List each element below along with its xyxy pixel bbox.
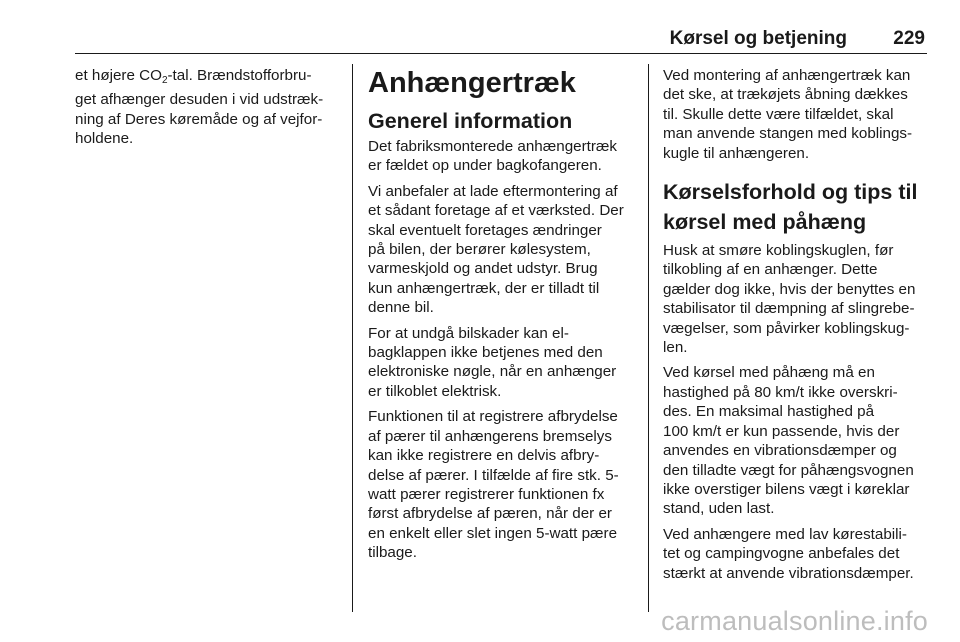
paragraph <box>663 66 929 163</box>
page-number: 229 <box>893 28 925 49</box>
section-heading <box>663 177 929 237</box>
text-line: hastighed på 80 km/t ikke overskri- <box>663 383 898 401</box>
text-line: det ske, at trækøjets åbning dækkes <box>663 86 908 104</box>
page-title: Kørsel og betjening <box>669 28 847 49</box>
paragraph <box>368 324 636 402</box>
heading-line: kørsel med påhæng <box>663 210 867 235</box>
page-header <box>75 28 927 54</box>
text-line: len. <box>663 339 688 357</box>
text-line: et sådant foretage af et værksted. Der <box>368 202 624 220</box>
text-line: på bilen, der berører kølesystem, <box>368 241 591 259</box>
text-line: tilbage. <box>368 544 417 562</box>
text-line: stærkt at anvende vibrationsdæmper. <box>663 564 914 582</box>
paragraph <box>368 182 636 318</box>
text-line: stand, uden last. <box>663 500 775 518</box>
watermark: carmanualsonline.info <box>661 606 928 636</box>
text-fragment: -tal. Brændstofforbru- <box>167 67 312 84</box>
text-line: bagklappen ikke betjenes med den <box>368 344 603 362</box>
text-line: først afbrydelse af pæren, når der er <box>368 505 612 523</box>
paragraph <box>663 525 929 583</box>
column-divider-1 <box>352 64 353 612</box>
text-line: watt pærer registrerer funktionen fx <box>368 485 605 503</box>
text-line: denne bil. <box>368 299 434 317</box>
text-line: 100 km/t er kun passende, hvis der <box>663 422 900 440</box>
text-line: Funktionen til at registrere afbrydelse <box>368 408 618 426</box>
text-line: tilkobling af en anhænger. Dette <box>663 261 878 279</box>
text-line: Det fabriksmonterede anhængertræk <box>368 138 618 155</box>
text-line: elektroniske nøgle, når en anhænger <box>368 363 617 381</box>
text-line: kun anhængertræk, der er tilladt til <box>368 279 600 297</box>
text-line: gælder dog ikke, hvis der benyttes en <box>663 280 916 298</box>
paragraph <box>368 407 636 562</box>
text-line: ning af Deres køremåde og af vejfor- <box>75 110 323 128</box>
text-line: Vi anbefaler at lade eftermontering af <box>368 182 618 200</box>
text-line: den tilladte vægt for påhængsvognen <box>663 461 914 479</box>
column-1 <box>75 66 340 155</box>
text-line: man anvende stangen med koblings- <box>663 125 913 143</box>
column-divider-2 <box>648 64 649 612</box>
text-fragment: et højere CO <box>75 67 162 84</box>
section-title: Anhængertræk <box>368 67 576 99</box>
paragraph <box>368 137 636 176</box>
text-line: Ved kørsel med påhæng må en <box>663 364 875 382</box>
column-3 <box>663 66 929 589</box>
text-line: er tilkoblet elektrisk. <box>368 382 502 400</box>
paragraph <box>75 66 340 149</box>
paragraph <box>663 241 929 357</box>
column-2 <box>368 66 636 569</box>
text-line: For at undgå bilskader kan el- <box>368 324 569 342</box>
paragraph <box>663 363 929 518</box>
text-line: Husk at smøre koblingskuglen, før <box>663 242 894 260</box>
text-line: kugle til anhængeren. <box>663 144 810 162</box>
text-line: kan ikke registrere en delvis afbry- <box>368 447 600 465</box>
heading-line: Kørselsforhold og tips til <box>663 180 918 205</box>
section-subtitle: Generel information <box>368 109 573 133</box>
text-line: tet og campingvogne anbefales det <box>663 545 900 563</box>
text-line <box>75 66 340 90</box>
text-line: en enkelt eller slet ingen 5-watt pære <box>368 524 618 542</box>
text-line: skal eventuelt foretages ændringer <box>368 221 602 239</box>
text-line: holdene. <box>75 130 134 148</box>
text-line: get afhænger desuden i vid udstræk- <box>75 91 324 109</box>
text-line: anvendes en vibrationsdæmper og <box>663 442 897 460</box>
text-line: delse af pærer. I tilfælde af fire stk. 5- <box>368 466 619 484</box>
text-line: af pærer til anhængerens bremselys <box>368 427 612 445</box>
text-line: varmeskjold og andet udstyr. Brug <box>368 260 598 278</box>
text-line: stabilisator til dæmpning af slingrebe- <box>663 300 915 318</box>
text-line: Ved montering af anhængertræk kan <box>663 67 911 84</box>
text-line: vægelser, som påvirker koblingskug- <box>663 319 910 337</box>
text-line: er fældet op under bagkofangeren. <box>368 157 602 175</box>
text-line: til. Skulle dette være tilfældet, skal <box>663 105 894 123</box>
text-line: des. En maksimal hastighed på <box>663 403 875 421</box>
text-line: Ved anhængere med lav kørestabili- <box>663 525 907 543</box>
subscript: 2 <box>161 75 168 86</box>
header-divider <box>75 53 927 54</box>
text-line: ikke overstiger bilens vægt i køreklar <box>663 480 910 498</box>
